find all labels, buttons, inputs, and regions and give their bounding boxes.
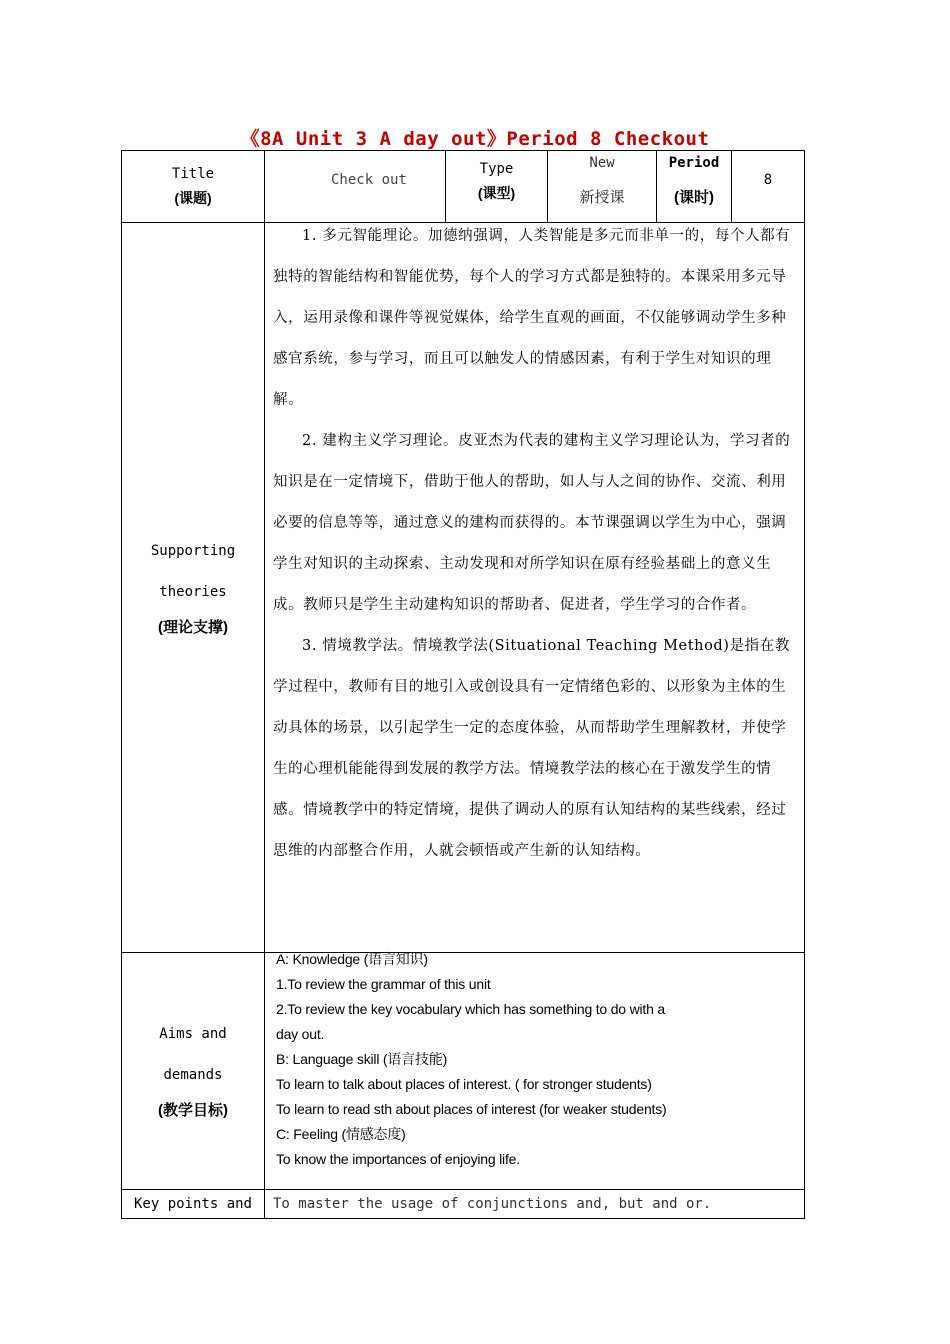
type-value-en: New (589, 155, 615, 171)
aims-line: C: Feeling (情感态度) (276, 1126, 406, 1142)
supporting-label-line1: Supporting (150, 543, 236, 559)
period-value: 8 (763, 172, 773, 188)
document-title: 《8A Unit 3 A day out》Period 8 Checkout (240, 128, 710, 150)
supporting-text (273, 216, 799, 872)
type-value-cell (548, 152, 656, 222)
aims-label-cn: (教学目标) (158, 1102, 228, 1119)
aims-line: To learn to talk about places of interest. ( for stronger students) (276, 1076, 652, 1092)
table-border-right (804, 150, 805, 1219)
type-label-en: Type (479, 161, 514, 177)
type-label-cell (446, 157, 547, 205)
type-label-cn: (课型) (477, 185, 516, 201)
period-label-cell (657, 152, 731, 222)
theory-paragraph-3: 3. 情境教学法。情境教学法(Situational Teaching Method)是指在教学过程中，教师有目的地引入或创设具有一定情绪色彩的、以形象为主体的生动具体的场景，以引起学生一定的态度体验，从而帮助学生理解教材，并使学生的心理机能能得到发展的教学方法。情境教学法的核心在于激发学生的情感。情境教学中的特定情境，提供了调动人的原有认知结构的某些线索，经过思维的内部整合作用，人就会顿悟或产生新的认知结构。 (273, 638, 790, 859)
aims-line: 2.To review the key vocabulary which has something to do with a (276, 1001, 665, 1017)
key-points-value: To master the usage of conjunctions and, but and or. (273, 1196, 712, 1212)
theory-paragraph-2: 2. 建构主义学习理论。皮亚杰为代表的建构主义学习理论认为，学习者的知识是在一定情境下，借助于他人的帮助，如人与人之间的协作、交流、利用必要的信息等等，通过意义的建构而获得的。本节课强调以学生为中心，强调学生对知识的主动探索、主动发现和对所学知识在原有经验基础上的意义生成。教师只是学生主动建构知识的帮助者、促进者，学生学习的合作者。 (273, 433, 791, 613)
title-label-cell (122, 162, 264, 210)
aims-label-cell (122, 1014, 264, 1126)
type-value-cn: 新授课 (579, 189, 625, 206)
aims-label-line1: Aims and (159, 1026, 227, 1042)
aims-line: To learn to read sth about places of interest (for weaker students) (276, 1101, 667, 1117)
column-divider-main (264, 150, 265, 1219)
table-border-bottom (121, 1218, 805, 1219)
title-label-cn: (课题) (174, 190, 212, 206)
aims-line: To know the importances of enjoying life. (276, 1151, 520, 1167)
table-border-top (121, 150, 805, 151)
aims-line: day out. (276, 1026, 325, 1042)
title-label-en: Title (171, 166, 215, 182)
supporting-label-cell (122, 531, 264, 643)
theory-paragraph-1: 1. 多元智能理论。加德纳强调，人类智能是多元而非单一的，每个人都有独特的智能结构和智能优势，每个人的学习方式都是独特的。本课采用多元导入，运用录像和课件等视觉媒体，给学生直观的画面，不仅能够调动学生多种感官系统，参与学习，而且可以触发人的情感因素，有利于学生对知识的理解。 (273, 228, 791, 408)
title-value: Check out (331, 172, 407, 188)
row-divider-3 (121, 1189, 805, 1190)
supporting-label-cn: (理论支撑) (158, 619, 228, 636)
period-label-en: Period (668, 155, 720, 171)
aims-line: B: Language skill (语言技能) (276, 1051, 448, 1067)
aims-text (276, 947, 802, 1172)
period-label-cn: (课时) (674, 189, 714, 206)
supporting-label-line2: theories (159, 584, 227, 600)
aims-line: 1.To review the grammar of this unit (276, 976, 491, 992)
aims-line: A: Knowledge (语言知识) (276, 951, 428, 967)
key-points-label: Key points and (133, 1196, 252, 1212)
aims-label-line2: demands (163, 1067, 223, 1083)
